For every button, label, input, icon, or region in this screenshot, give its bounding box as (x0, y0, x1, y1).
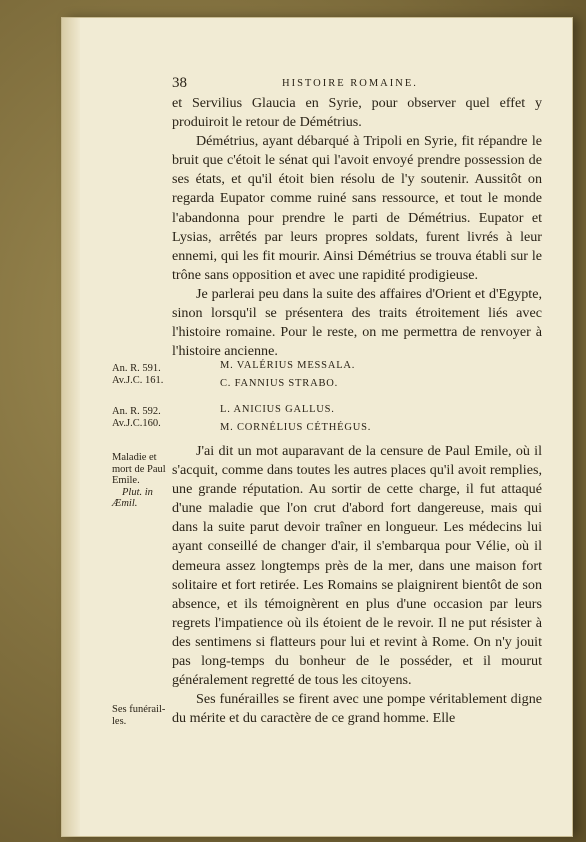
side-note-line: Plut. in (122, 486, 153, 498)
year-bc: Av.J.C. 161. (112, 375, 164, 386)
year-rome: An. R. 591. (112, 363, 161, 374)
side-note-line: Ses funérail- (112, 704, 166, 715)
page-gutter (62, 18, 80, 836)
paragraph: et Servilius Glaucia en Syrie, pour observer quel effet y produiroit le retour de Démétrius. (172, 95, 542, 131)
side-note-funeral (112, 704, 178, 727)
paragraph: Ses funérailles se firent avec une pompe véritablement digne du mérite et du caractère de ce grand homme. Elle (172, 691, 542, 727)
side-note-line: Emile. (112, 475, 140, 486)
side-note-line: les. (112, 715, 127, 727)
side-note-line: mort de Paul (112, 463, 166, 475)
paragraph: Démétrius, ayant débarqué à Tripoli en Syrie, fit répandre le bruit que c'étoit le sénat qui l'avoit envoyé prendre possession de ses états, et qu'il étoit bien résolu de l'y soutenir. Aussitôt on regarda Eupator comme ruiné sans ressource, et tout le monde l'abandonna pour prendre le parti de Démétrius. Eupator et Lysias, arrêtés par leurs propres soldats, furent livrés à leur ennemi, qui les fit mourir. Ainsi Démétrius se trouva établi sur le trône sans opposition et avec une rapidité prodigieuse. (172, 133, 542, 283)
consul-name: M. CORNÉLIUS CÉTHÉGUS. (220, 422, 372, 433)
consul-list (220, 357, 470, 393)
year-rome: An. R. 592. (112, 406, 161, 417)
body-text-funeral (172, 690, 542, 728)
paragraph: J'ai dit un mot auparavant de la censure de Paul Emile, où il s'acquit, comme dans toutes les autres places qu'il avoit remplies, une grande réputation. Au sortir de cette charge, il fut attaqué d'une maladie que l'on crut d'abord fort dangereuse, mais qui dans la suite parut devoir traîner en longueur. Les médecins lui ayant conseillé de changer d'air, il s'embarqua pour Vélie, où il demeura assez longtemps près de la mer, dans une maison fort solitaire et fort retirée. Les Romains se plaignirent bientôt de son absence, et ils témoignèrent en plus d'une occasion par leurs regrets l'impatience où ils étoient de le revoir. Il ne put résister à des sentimens si flatteurs pour lui et revint à Rome. On n'y jouit pas long-temps du bonheur de le posséder, et il mourut généralement regretté de tous les citoyens. (172, 443, 542, 689)
body-text-top (172, 94, 542, 361)
year-bc: Av.J.C.160. (112, 418, 161, 429)
consul-list (220, 401, 470, 437)
side-note-line: Maladie et (112, 452, 157, 463)
margin-year-note (112, 406, 182, 430)
page-number: 38 (172, 75, 187, 91)
consul-name: C. FANNIUS STRABO. (220, 378, 339, 389)
consul-name: L. ANICIUS GALLUS. (220, 404, 335, 415)
side-note-illness (112, 452, 178, 510)
consul-name: M. VALÉRIUS MESSALA. (220, 360, 356, 371)
margin-year-note (112, 363, 182, 387)
running-title: HISTOIRE ROMAINE. (282, 78, 418, 89)
side-note-line: Æmil. (112, 498, 138, 509)
paragraph: Je parlerai peu dans la suite des affaires d'Orient et d'Egypte, sinon lorsqu'il se présentera des traits étroitement liés avec l'histoire romaine. Pour le reste, on me permettra de renvoyer à l'histoire ancienne. (172, 285, 542, 360)
body-text-emile (172, 442, 542, 690)
